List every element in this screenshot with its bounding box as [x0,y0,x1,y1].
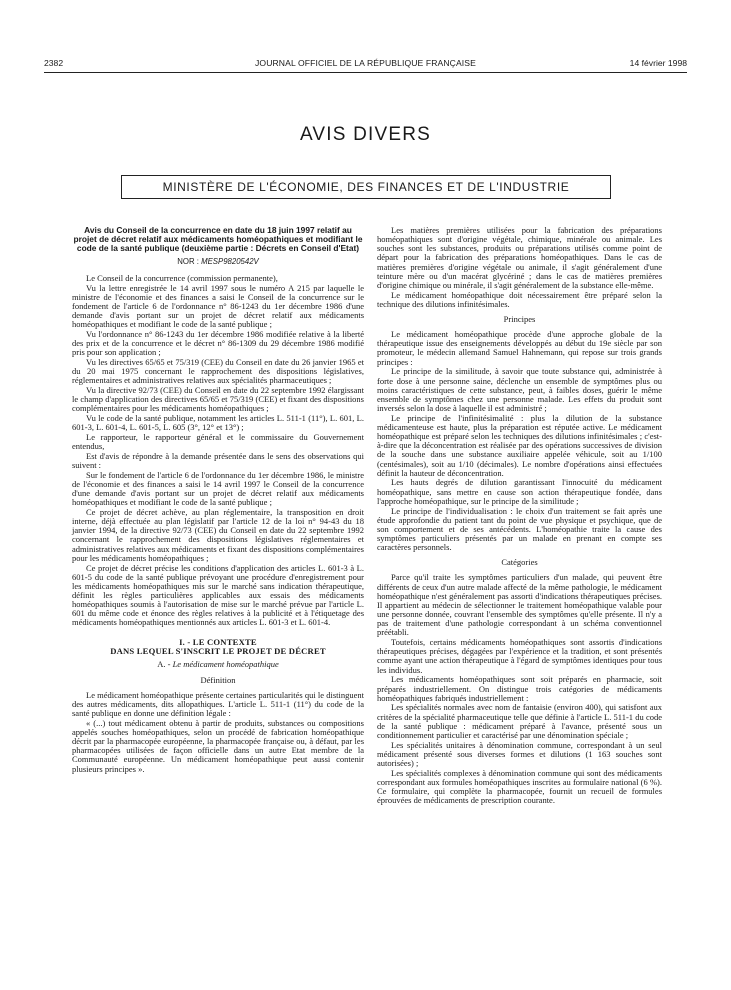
subsection-a-title: Le médicament homéopathique [172,659,279,670]
principes-paragraph: Le principe de l'individualisation : le choix d'un traitement se fait après une étude approfondie du patient tant du point de vue physique et psychique, que de son comportement et de ses antécédents. L'homéopathie traite la cause des symptômes particuliers présentés par un malade en prenant en compte ses caractères personnels. [377,505,662,553]
categories-paragraph: Parce qu'il traite les symptômes particuliers d'un malade, qui peuvent être différents de ceux d'un autre malade affecté de la même pathologie, le médicament homéopathique n'est généralement pas assorti d'indications thérapeutiques précises. Il appartient au médecin de sélectionner le traitement homéopathique valable pour une personne donnée, couvrant l'ensemble des symptômes qu'elle présente. Il n'y a pas de traitement d'une pathologie correspondant à un schéma conventionnel préétabli. [377,572,662,638]
principes-paragraph: Le médicament homéopathique procède d'une approche globale de la thérapeutique issue des enseignements développés au début du 19e siècle par son promoteur, le médecin allemand Samuel Hahnemann, qui repose sur trois grands principes : [377,329,662,367]
principes-paragraph: Les hauts degrés de dilution garantissant l'innocuité du médicament homéopathique, sans mettre en cause son action thérapeutique fondée, dans l'approche homéopathique, sur le principe de la similitude ; [377,477,662,506]
page-number: 2382 [44,58,64,68]
nor-reference [72,257,364,266]
left-paragraph: Vu la lettre enregistrée le 14 avril 1997 sous le numéro A 215 par laquelle le ministre de l'économie et des finances a saisi le Conseil de la concurrence sur le fondement de l'article 6 de l'ordonnance n° 86-1243 du 1er décembre 1986 d'une demande d'avis portant sur un projet de décret relatif aux médicaments homéopathiques et modifiant le code de la santé publique ; [72,282,364,330]
principes-heading: Principes [503,314,536,324]
left-paragraph: Sur le fondement de l'article 6 de l'ordonnance du 1er décembre 1986, le ministre de l'économie et des finances a saisi le 14 avril 1997 le Conseil de la concurrence d'une demande d'avis portant sur un projet de décret relatif aux médicaments homéopathiques et modifiant le code de la santé publique ; [72,469,364,508]
definition-heading: Définition [200,674,236,685]
right-paragraph: Le médicament homéopathique doit nécessairement être préparé selon la technique des dilutions infinitésimales. [377,289,662,309]
left-paragraph: Est d'avis de répondre à la demande présentée dans le sens des observations qui suivent : [72,450,364,471]
categories-paragraph: Les spécialités normales avec nom de fantaisie (environ 400), qui satisfont aux critères de la spécialité pharmaceutique telle que définie à l'article L. 511-1 du code de la santé publique : médicament préparé à l'avance, présenté sous un conditionnement particulier et caractérisé par une dénomination spéciale ; [377,702,662,740]
nor-label: NOR : [177,256,199,266]
left-paragraph: Vu la directive 92/73 (CEE) du Conseil en date du 22 septembre 1992 élargissant le champ d'application des directives 65/65 et 75/319 (CEE) et fixant des dispositions complémentaires pour les médicaments homéopathiques ; [72,385,364,414]
categories-paragraph: Les spécialités unitaires à dénomination commune, correspondant à un seul médicament présenté sous diverses formes et dilutions (1 163 souches sont autorisées) ; [377,739,662,768]
ministry-box: MINISTÈRE DE L'ÉCONOMIE, DES FINANCES ET DE L'INDUSTRIE [121,175,611,199]
left-paragraph: Le rapporteur, le rapporteur général et le commissaire du Gouvernement entendus, [72,431,364,452]
categories-paragraph: Toutefois, certains médicaments homéopathiques sont assortis d'indications thérapeutiques précises, dégagées par l'expérience et la tradition, et sont présentés comme ayant une action thérapeutique à l'égard de symptômes identiques pour tous les individus. [377,637,662,675]
left-paragraph: Ce projet de décret achève, au plan réglementaire, la transposition en droit interne, déjà effectuée au plan législatif par l'article 12 de la loi n° 94-43 du 18 janvier 1994, de la directive 92/73 (CEE) du Conseil en date du 22 septembre 1992 concernant le rapprochement des dispositions législatives réglementaires et administratives relatives aux médicaments et fixant des dispositions complémentaires pour les médicaments homéopathiques ; [72,507,364,563]
left-paragraph: Ce projet de décret précise les conditions d'application des articles L. 601-3 à L. 601-5 du code de la santé publique prévoyant une procédure d'enregistrement pour les médicaments homéopathiques mis sur le marché sans indication thérapeutique, définit les règles particulières applicables aux essais des médicaments homéopathiques soumis à l'autorisation de mise sur le marché prévue par l'article L. 601 du même code et énonce des règles relatives à la publicité et à l'étiquetage des médicaments homéopathiques mentionnés aux articles L. 601-3 et L. 601-4. [72,562,364,628]
left-paragraph: Vu l'ordonnance n° 86-1243 du 1er décembre 1986 modifiée relative à la liberté des prix et de la concurrence et le décret n° 86-1309 du 29 décembre 1986 modifié pris pour son application ; [72,328,364,358]
definition-paragraph: Le médicament homéopathique présente certaines particularités qui le distinguent des autres médicaments, dits allopathiques. L'article L. 511-1 (11°) du code de la santé publique en donne une définition légale : [72,689,364,719]
categories-paragraph: Les médicaments homéopathiques sont soit préparés en pharmacie, soit préparés industriellement. On distingue trois catégories de médicaments homéopathiques fabriqués industriellement : [377,674,662,703]
part-one-heading-line2: DANS LEQUEL S'INSCRIT LE PROJET DE DÉCRET [110,646,326,657]
part-one-heading-line1: I. - LE CONTEXTE [179,636,257,647]
left-column [72,226,364,774]
right-column [377,226,662,806]
left-paragraph: Vu le code de la santé publique, notamment les articles L. 511-1 (11°), L. 601, L. 601-3, L. 601-4, L. 601-5, L. 605 (3°, 12° et 13°) ; [72,413,364,433]
categories-heading: Catégories [501,557,538,568]
article-title: Avis du Conseil de la concurrence en date du 18 juin 1997 relatif au projet de décret relatif aux médicaments homéopathiques et modifiant le code de la santé publique (deuxième partie : Décrets en Conseil d'Etat) [73,225,363,254]
principes-paragraph: Le principe de l'infinitésimalité : plus la dilution de la substance médicamenteuse est haute, plus la préparation est réputée active. Le médicament homéopathique est préparé selon les techniques des dilutions infinitésimales ; c'est-à-dire que la déconcentration est réalisée par des opérations successives de division de la souche dans une substance auxiliaire appelée véhicule, soit au 1/100 (centésimales), soit au 1/10 (décimales). Le nombre d'opérations ainsi effectuées définit la hauteur de déconcentration. [377,412,662,478]
left-paragraph: Le Conseil de la concurrence (commission permanente), [86,272,278,283]
principes-paragraph: Le principe de la similitude, à savoir que toute substance qui, administrée à forte dose à une personne saine, déclenche un ensemble de symptômes plus ou moins caractéristiques de cette substance, peut, à faibles doses, guérir le même ensemble de symptômes chez une personne malade. Les effets du produit sont inversés selon la dose à laquelle il est administré ; [377,366,662,413]
part-one-heading [72,638,364,657]
page-header [44,58,687,72]
categories-paragraph: Les spécialités complexes à dénomination commune qui sont des médicaments correspondant aux formules homéopathiques inscrites au formulaire national (6 %). Ce formulaire, qui complète la pharmacopée, fournit un recueil de formules éprouvées de médicaments de prescription courante. [377,767,662,806]
journal-title: JOURNAL OFFICIEL DE LA RÉPUBLIQUE FRANÇAISE [255,58,476,68]
definition-quote: « (...) tout médicament obtenu à partir de produits, substances ou compositions appelés souches homéopathiques, selon un procédé de fabrication homéopathique décrit par la pharmacopée européenne, la pharmacopée française ou, à défaut, par les pharmacopées utilisées de façon officielle dans un autre Etat membre de la Communauté européenne. Un médicament homéopathique peut aussi contenir plusieurs principes ». [72,717,364,774]
left-paragraph: Vu les directives 65/65 et 75/319 (CEE) du Conseil en date du 26 janvier 1965 et du 20 mai 1975 concernant le rapprochement des dispositions législatives, réglementaires et administratives relatives aux spécialités pharmaceutiques ; [72,356,364,386]
nor-value: MESP9820542V [201,256,259,266]
header-rule [44,72,687,73]
section-title: AVIS DIVERS [299,124,432,145]
subsection-a-prefix: A. - [157,659,171,670]
issue-date: 14 février 1998 [629,58,687,68]
right-paragraph: Les matières premières utilisées pour la fabrication des préparations homéopathiques sont d'origine végétale, chimique, minérale ou animale. Les souches sont les substances, produits ou préparations utilisés comme point de départ pour la fabrication des préparations homéopathiques. Dans le cas de matières premières d'origine végétale ou animale, il s'agit généralement d'une teinture mère ou d'un macérat glycériné ; dans le cas de matières premières d'origine chimique ou minérale, il s'agit généralement de la substance elle-même. [377,225,662,290]
subsection-a-heading [72,660,364,669]
